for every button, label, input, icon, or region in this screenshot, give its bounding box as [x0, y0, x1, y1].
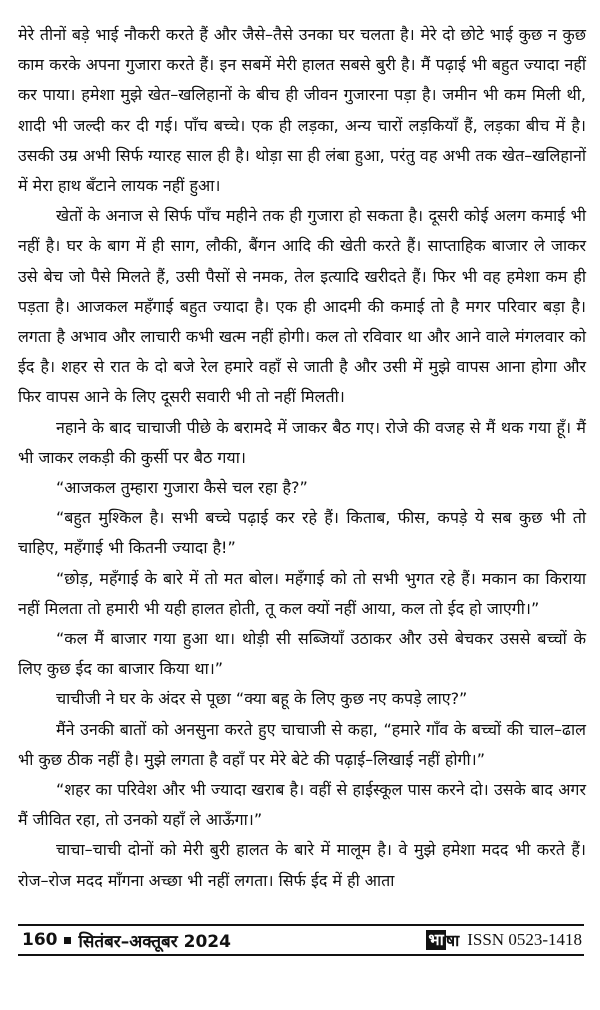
paragraph: खेतों के अनाज से सिर्फ पाँच महीने तक ही गुजारा हो सकता है। दूसरी कोई अलग कमाई भी नहीं है। घर के बाग में ही साग, लौकी, बैंगन आदि की खेती करते हैं। साप्ताहिक बाजार ले जाकर उसे बेच जो पैसे मिलते हैं, उसी पैसों से नमक, तेल इत्यादि खरीदते हैं। फिर भी वह हमेशा कम ही पड़ता है। आजकल महँगाई बहुत ज्यादा है। एक ही आदमी की कमाई तो है मगर परिवार बड़ा है। लगता है अभाव और लाचारी कभी खत्म नहीं होगी। कल तो रविवार था और आने वाले मंगलवार को ईद है। शहर से रात के दो बजे रेल हमारे वहाँ से जाती है और उसी में मुझे वापस आना होगा और फिर वापस आने के लिए दूसरी सवारी भी तो नहीं मिलती। — [18, 206, 586, 407]
article-body — [18, 20, 586, 896]
paragraph: चाचा–चाची दोनों को मेरी बुरी हालत के बारे में मालूम है। वे मुझे हमेशा मदद भी करते हैं। रोज–रोज मदद माँगना अच्छा भी नहीं लगता। सिर्फ ईद में ही आता — [18, 840, 586, 890]
page-footer — [18, 924, 584, 956]
dialogue-line: “छोड़, महँगाई के बारे में तो मत बोल। महँगाई को तो सभी भुगत रहे हैं। मकान का किराया नहीं मिलता तो हमारी भी यही हालत होती, तू कल क्यों नहीं आया, कल तो ईद हो जाएगी।” — [18, 568, 586, 618]
magazine-logo — [426, 929, 459, 951]
logo-rest: षा — [445, 931, 460, 950]
dialogue-line: “बहुत मुश्किल है। सभी बच्चे पढ़ाई कर रहे हैं। किताब, फीस, कपड़े ये सब कुछ भी तो चाहिए, महँगाई भी कितनी ज्यादा है!” — [18, 508, 586, 558]
page-number: 160 — [22, 930, 58, 950]
dialogue-line: “आजकल तुम्हारा गुजारा कैसे चल रहा है?” — [56, 478, 308, 498]
logo-highlight: भा — [428, 930, 444, 949]
issue-date: सितंबर–अक्तूबर 2024 — [78, 931, 231, 952]
dialogue-line: “शहर का परिवेश और भी ज्यादा खराब है। वहीं से हाईस्कूल पास करने दो। उसके बाद अगर मैं जीवित रहा, तो उनको यहाँ ले आऊँगा।” — [18, 780, 586, 830]
footer-right — [426, 929, 584, 951]
dialogue-line: मैंने उनकी बातों को अनसुना करते हुए चाचाजी से कहा, “हमारे गाँव के बच्चों की चाल–ढाल भी कुछ ठीक नहीं है। मुझे लगता है वहाँ पर मेरे बेटे की पढ़ाई–लिखाई नहीं होगी।” — [18, 719, 586, 769]
dialogue-line: “कल मैं बाजार गया हुआ था। थोड़ी सी सब्जियाँ उठाकर और उसे बेचकर उससे बच्चों के लिए कुछ ईद का बाजार किया था।” — [18, 629, 586, 679]
paragraph: मेरे तीनों बड़े भाई नौकरी करते हैं और जैसे–तैसे उनका घर चलता है। मेरे दो छोटे भाई कुछ न कुछ काम करके अपना गुजारा करते हैं। इन सबमें मेरी हालत सबसे बुरी है। मैं पढ़ाई भी बहुत ज्यादा नहीं कर पाया। हमेशा मुझे खेत–खलिहानों के बीच ही जीवन गुजारना पड़ा है। जमीन भी कम मिली थी, शादी भी जल्दी कर दी गई। पाँच बच्चे। एक ही लड़का, अन्य चारों लड़कियाँ हैं, लड़का बीच में है। उसकी उम्र अभी सिर्फ ग्यारह साल ही है। थोड़ा सा ही लंबा हुआ, परंतु वह अभी तक खेत–खलिहानों में मेरा हाथ बँटाने लायक नहीं हुआ। — [18, 25, 586, 196]
paragraph: नहाने के बाद चाचाजी पीछे के बरामदे में जाकर बैठ गए। रोजे की वजह से मैं थक गया हूँ। मैं भी जाकर लकड़ी की कुर्सी पर बैठ गया। — [18, 417, 586, 467]
issn-number: ISSN 0523-1418 — [467, 930, 582, 949]
dialogue-line: चाचीजी ने घर के अंदर से पूछा “क्या बहू के लिए कुछ नए कपड़े लाए?” — [56, 689, 468, 709]
square-bullet-icon — [64, 937, 71, 944]
footer-left — [18, 929, 231, 952]
